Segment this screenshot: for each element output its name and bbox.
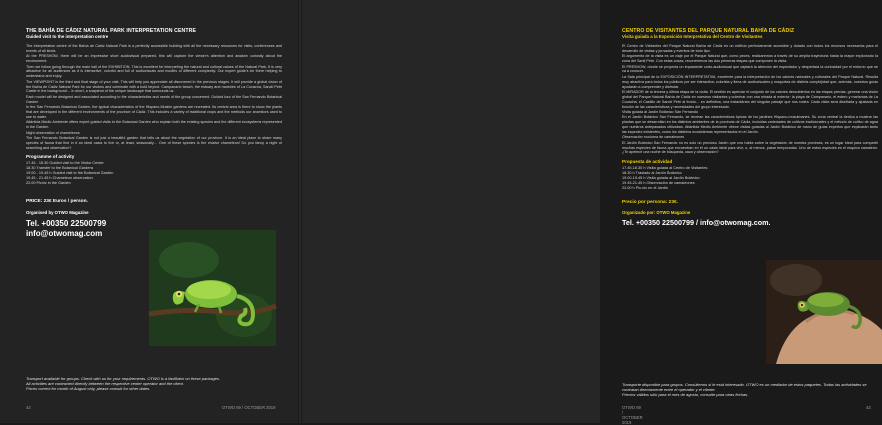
right-note: Transporte disponible para grupos. Consúltenos si le está interesado. OTWO es un mediador de estos paquetes. Todas las actividades se contratan directamente entre el operador y el cliente.	[622, 382, 867, 393]
left-footer-magazine: OTWO 69 / OCTOBER 2019	[222, 405, 276, 410]
right-programme-title: Propuesta de actividad	[622, 159, 673, 165]
left-programme-item: 19.00 - 19.45 h Guided visit to the Botanical Garden	[26, 171, 114, 176]
right-paragraph: El Jardín Botánico San Fernando no es solo un precioso Jardín que nos habla sobre la vegetación de nuestra provincia, es un lugar ideal para compartir muchas especies de fauna que encuentran en él un oasis ideal para vivir, o, al menos, pasar temporadas. Uno de estos especies es el esquivo camaleón. ¿Te apetece una noche de búsqueda, caza y observación?	[622, 140, 878, 155]
left-page-number: 42	[26, 405, 31, 410]
right-paragraph: Observación nocturna de camaleones	[622, 135, 685, 140]
left-price: PRICE: 23€ Euros / person.	[26, 199, 88, 205]
left-email-link[interactable]: info@otwomag.com	[26, 228, 103, 238]
right-programme-item: 22.00 h Pic-nic en el Jardín	[622, 186, 669, 191]
right-programme-block	[622, 159, 758, 215]
chameleon-hand-photo	[766, 260, 882, 364]
left-note: Prices correct for month of August only, please consult for other dates.	[26, 386, 151, 392]
right-paragraph: El argumento de la visita es un viaje por el Parque Natural que, como peces, realizaremos a través de su amplia trayectoria hasta la mayor explorando la zona del Santi Petri. Con estas cosas, recorreremos las dos primeras etapas que componen la visita.	[622, 54, 878, 64]
right-title: CENTRO DE VISITANTES DEL PARQUE NATURAL BAHÍA DE CÁDIZ	[622, 28, 795, 34]
right-paragraph: El Centro de Visitantes del Parque Natural Bahía de Cádiz es un edificio perfectamente accesible y dotado con todos los recursos necesarios para el desarrollo de visitas y jornadas y eventos de todo tipo.	[622, 44, 878, 53]
right-page-number: 43	[866, 405, 871, 410]
right-notes	[622, 382, 878, 397]
right-footer-magazine: OTWO 69 / OCTOBER 2019	[622, 405, 643, 425]
right-programme-item: 19.45-21.45 h Observación de camaleones	[622, 181, 695, 186]
chameleon-on-hand-icon	[766, 260, 882, 364]
right-note: Precios válidos sólo para el mes de agosto, consulte para otras fechas.	[622, 392, 749, 398]
right-page	[300, 0, 879, 425]
left-page	[0, 0, 300, 423]
left-subtitle: Guided visit to the interpretation centre	[26, 34, 109, 40]
right-organiser: Organizado por: OTWO Magazine	[622, 210, 691, 216]
left-notes	[26, 376, 282, 391]
right-price: Precio por persona: 23€.	[622, 200, 678, 206]
right-article	[622, 28, 878, 227]
left-programme-item: 22.00 Picnic in the Garden	[26, 181, 71, 186]
chameleon-on-branch-icon	[149, 230, 276, 346]
left-organiser: Organised by OTWO Magazine	[26, 210, 89, 216]
right-paragraph: La Sala principal de la EXPOSICIÓN INTERPRETATIVA, excelente para la interpretación de los valores naturales y culturales del Parque Natural. Resulta muy atractiva para todos los públicos por ser interactiva, colorista y llena de audiovisuales y maquetas de distinta complejidad que, además, nuestros guías ayudarán a comprender y disfrutar.	[622, 74, 878, 89]
left-paragraph: Night observation of chameleons	[26, 130, 80, 135]
left-paragraph: The interpretation centre of the Bahía de Cádiz Natural Park is a perfectly accessible building with all the necessary resources for visits, conferences and events of all kinds.	[26, 44, 282, 53]
left-note: All activities are contracted directly between the respective center operator and the client.	[26, 381, 184, 387]
left-programme-title: Programme of activity	[26, 154, 75, 160]
left-phone-link[interactable]: Tel. +00350 22500799	[26, 219, 107, 229]
right-programme-item: 19.00-19.45 h Visita guiada al Jardín Botánico	[622, 176, 700, 180]
left-paragraph: The San Fernando Botanical Garden is not just a beautiful garden that tells us about the vegetation of our province. It is an ideal place to share many species of fauna that find in it an ideal oasis to live or, at least, seasonally… One of these species is the elusive chameleon! Do you fancy a night of searching and observation?	[26, 135, 282, 150]
right-subtitle: Visita guiada a la Exposición Interpretativa del Centro de Visitantes	[622, 34, 763, 40]
left-paragraph: Atlántida Medio Ambiente offers expert guided visits to the Botanical Garden who explain both the existing species and the different ecosystems represented in the Garden.	[26, 120, 282, 130]
page-gutter	[298, 0, 302, 423]
right-paragraph: Visita guiada al Jardín Botánico San Fernando	[622, 109, 698, 114]
left-paragraph: At the PRESHOW, there will be an impressive short audiovisual prepared, this will capture the viewer's attention and awaken curiosity about the environment.	[26, 54, 282, 64]
right-paragraph: El MIRADOR de la tercera y última etapa de la visita. El sentido es apreciar el conjunto de los valores descubiertos en las etapas previas, generar una visión global del Parque Natural Bahía de Cádiz en nuestros visitantes y culminar con una mirada al exterior: la playa de Campanario, el estero y marismas de La Covacha, el Castillo de Sancti Petri al fondo… en definitiva, una instantánea del singular paisaje que nos rodea. Cada visita será diseñada y ajustada en función de las características y necesidades del grupo interesado.	[622, 89, 879, 109]
left-paragraph: Each model will be designed and associated according to the characteristics and needs of the group concerned. Guided tour of the San Fernando Botanical Garden	[26, 94, 282, 104]
left-article	[26, 28, 282, 238]
right-programme-item: 17.45-18.30 h Visita guiada al Centro de Visitantes	[622, 165, 708, 170]
left-paragraph: In the San Fernando Botanical Garden, the typical characteristics of the Hispano-Muslim gardens are recreated. Its central area is there to show the plants that are developed in the different environments of the province of Cádiz. This includes a variety of traditional crops and the methods our ancestors used to use to water.	[26, 105, 282, 119]
left-programme-item: 18.30 Transfer to the Botanical Gardens	[26, 166, 94, 171]
right-paragraph: El PRESHOW, donde se proyecta un impactante corto-audiovisual que captará la atención del espectador y despertará la curiosidad por el entorno que se va a conocer.	[622, 64, 878, 74]
left-note: Transport available for groups. Check with us for your requirements. OTWO is a facilitator on these packages.	[26, 376, 221, 381]
left-paragraph: The VIEWPOINT is the third and final stage of your visit. This will help you appreciate all discovered in the previous stages. It will provide a global vision of the Bahía de Cádiz Natural Park for our visitors and culminate with a bold keynot. Campanario beach, the estuary and marshes of La Covacha, Sancti Petri Castle in the background… in short, a snapshot of the unique landscape that surrounds us.	[26, 79, 282, 94]
right-programme-item: 18.30 h Traslado al Jardín Botánico	[622, 170, 682, 175]
chameleon-photo	[149, 230, 276, 346]
left-programme-item: 19.45 - 21.45 h Chameleon observation	[26, 176, 93, 181]
right-contact-link[interactable]: Tel. +00350 22500799 / info@otwomag.com.	[622, 218, 771, 228]
left-programme-block	[26, 154, 144, 238]
right-paragraph: En el Jardín Botánico San Fernando, se recrean las características típicas de los jardines Hispano-musulmanes. Su zona central la dedica a mostrar las plantas que se desarrollan en los distintos ambientes de la provincia de Cádiz, incluidas variedades de cultivos tradicionales y el método de cultivo de agua que nuestros antepasados utilizaban. Atlántida Medio Ambiente ofrece visitas guiadas al Jardín Botánico de mano de guías expertos que explicarán tanto las especies existentes, como los distintos ecosistemas representados en el Jardín.	[622, 115, 878, 134]
left-paragraph: Then we follow going through the main hall of the EXHIBITION. This is excellent for interpreting the natural and cultural values of the Natural Park. It is very attractive for all audiences as it is interactive, colorful and full of audiovisuals and models of different complexity. Our expert guide's be there helping to understand and enjoy.	[26, 64, 282, 79]
left-programme-item: 17.45 - 18.30 Guided visit to the Visitor Center	[26, 160, 104, 165]
left-title: THE BAHÍA DE CÁDIZ NATURAL PARK INTERPRETATION CENTRE	[26, 28, 197, 34]
